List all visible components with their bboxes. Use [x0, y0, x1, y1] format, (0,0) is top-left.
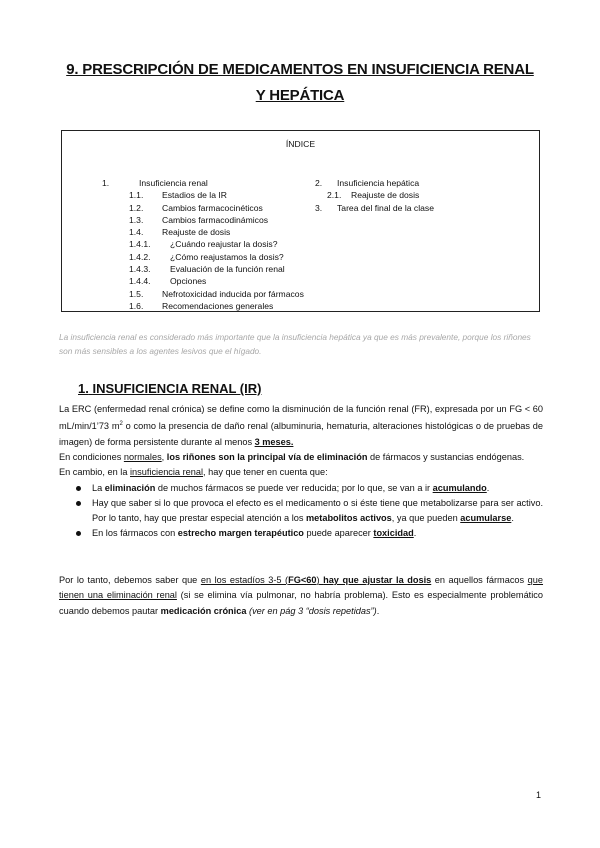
toc-item-label: ¿Cuándo reajustar la dosis?	[170, 239, 278, 250]
underlined-text: normales	[123, 451, 162, 462]
text-run: (si se elimina vía pulmonar, no habría problema). Esto es especialmente problemático cuando debemos pautar	[59, 590, 543, 616]
toc-item-label: Nefrotoxicidad inducida por fármacos	[162, 288, 304, 299]
text-run: .	[376, 605, 380, 616]
text-run: , hay que tener en cuenta que:	[203, 467, 328, 478]
underlined-text: en los estadíos 3-5 (	[200, 575, 289, 585]
bullet-list	[59, 481, 543, 542]
section-title-text: INSUFICIENCIA RENAL (IR)	[92, 381, 262, 396]
underlined-bold-text: acumularse	[460, 513, 512, 524]
toc-heading: ÍNDICE	[285, 139, 316, 149]
text-run: , ya que pueden	[391, 513, 461, 524]
toc-item-number: 1.4.3.	[129, 264, 151, 275]
underlined-bold-text: toxicidad	[373, 528, 414, 539]
underlined-bold-text: acumulando	[432, 482, 487, 493]
toc-item-number: 1.2.	[129, 202, 144, 213]
text-run: o como la presencia de daño renal (albuminuria, hematuria, alteraciones histológicas o de pruebas de imagen) de forma persistente durante al menos	[59, 421, 544, 447]
paragraph-normal-conditions	[59, 450, 543, 465]
paragraph-erc-definition	[59, 402, 543, 450]
underlined-text: )	[316, 575, 324, 585]
toc-item-label: Cambios farmacodinámicos	[162, 214, 269, 225]
underlined-bold-text: hay que ajustar la dosis	[323, 575, 432, 585]
bold-text: metabolitos activos	[306, 513, 392, 524]
toc-item-number: 2.	[315, 178, 323, 188]
toc-item-label: Reajuste de dosis	[351, 190, 420, 201]
paragraph-renal-insufficiency	[59, 465, 543, 480]
toc-item-label: Insuficiencia hepática	[337, 178, 420, 188]
bold-text: los riñones son la principal vía de eliminación	[166, 451, 368, 462]
text-run: Por lo tanto, debemos saber que	[59, 575, 201, 585]
italic-reference: (ver en pág 3 “dosis repetidas”)	[249, 605, 377, 616]
text-run: .	[511, 513, 514, 524]
bullet-dot	[76, 486, 81, 491]
bullet-dot	[76, 501, 81, 506]
toc-item-label: Estadios de la IR	[162, 190, 227, 201]
underlined-bold-text: FG<60	[288, 575, 317, 585]
toc-item-number: 1.5.	[129, 288, 144, 299]
text-run: .	[413, 528, 417, 539]
toc-item-number: 1.6.	[129, 300, 144, 311]
text-run: en aquellos fármacos	[431, 575, 528, 585]
superscript: 2	[119, 421, 123, 428]
toc-item-label: Reajuste de dosis	[162, 227, 231, 238]
toc-item-label: Evaluación de la función renal	[170, 264, 285, 275]
toc-item-number: 2.1.	[327, 190, 342, 201]
toc-item-number: 1.4.2.	[129, 251, 151, 262]
list-item	[59, 481, 543, 496]
underlined-text: 3 meses.	[254, 436, 294, 447]
text-run: La	[92, 482, 105, 493]
bold-text: eliminación	[104, 482, 156, 493]
toc-item-number: 3.	[315, 202, 323, 213]
toc-item-label: Tarea del final de la clase	[337, 202, 434, 213]
list-item	[59, 526, 543, 541]
underlined-text: que tienen una eliminación renal	[59, 575, 544, 601]
toc-item-number: 1.4.	[129, 227, 144, 238]
bullet-dot	[76, 531, 81, 536]
toc-item-label: Cambios farmacocinéticos	[162, 202, 263, 213]
body-section-1	[59, 402, 543, 542]
toc-item-number: 1.3.	[129, 214, 144, 225]
text-run: puede aparecer	[303, 528, 374, 539]
section-heading-1	[78, 381, 261, 396]
text-run: ,	[161, 451, 167, 462]
toc-item-label: Insuficiencia renal	[139, 178, 208, 188]
toc-item-number: 1.4.4.	[129, 276, 151, 287]
text-run: Hay que saber si lo que provoca el efecto es el medicamento o si éste tiene que metabolizarse para ser activo. Por lo tanto, hay que prestar especial atención a los	[92, 497, 543, 524]
bold-text: estrecho margen terapéutico	[177, 528, 304, 539]
text-run: .	[486, 482, 490, 493]
list-item	[59, 496, 543, 527]
underlined-text: insuficiencia renal	[130, 467, 204, 478]
toc-item-label: Opciones	[170, 276, 207, 287]
toc-item-number: 1.4.1.	[129, 239, 151, 250]
text-run: de fármacos y sustancias endógenas.	[367, 451, 525, 462]
toc-item-number: 1.	[102, 178, 110, 188]
title-line-2: Y HEPÁTICA	[255, 87, 345, 104]
toc-item-number: 1.1.	[129, 190, 144, 201]
bold-text: medicación crónica	[160, 605, 247, 616]
table-of-contents	[61, 130, 540, 312]
title-line-1: 9. PRESCRIPCIÓN DE MEDICAMENTOS EN INSUFICIENCIA RENAL	[66, 61, 534, 78]
body-section-1-conclusion	[59, 573, 543, 619]
toc-item-label: Recomendaciones generales	[162, 300, 274, 311]
page-title	[40, 57, 560, 109]
text-run: de muchos fármacos se puede ver reducida; por lo que, se van a ir	[155, 482, 433, 493]
page-number: 1	[535, 790, 541, 800]
section-number: 1.	[78, 381, 89, 396]
text-run: En cambio, en la	[59, 467, 130, 478]
text-run: La ERC (enfermedad renal crónica) se define como la disminución de la función renal (FR), expresada por un FG < 60 mL/min/1’73 m	[59, 404, 543, 432]
paragraph-dose-adjustment	[59, 573, 543, 619]
toc-item-label: ¿Cómo reajustamos la dosis?	[170, 251, 284, 262]
text-run: En los fármacos con	[92, 528, 178, 539]
intro-note: La insuficiencia renal es considerado más importante que la insuficiencia hepática ya que es más prevalente, porque los riñones son más sensibles a los agentes lesivos que el hígado.	[59, 332, 531, 356]
text-run: En condiciones	[59, 451, 124, 462]
